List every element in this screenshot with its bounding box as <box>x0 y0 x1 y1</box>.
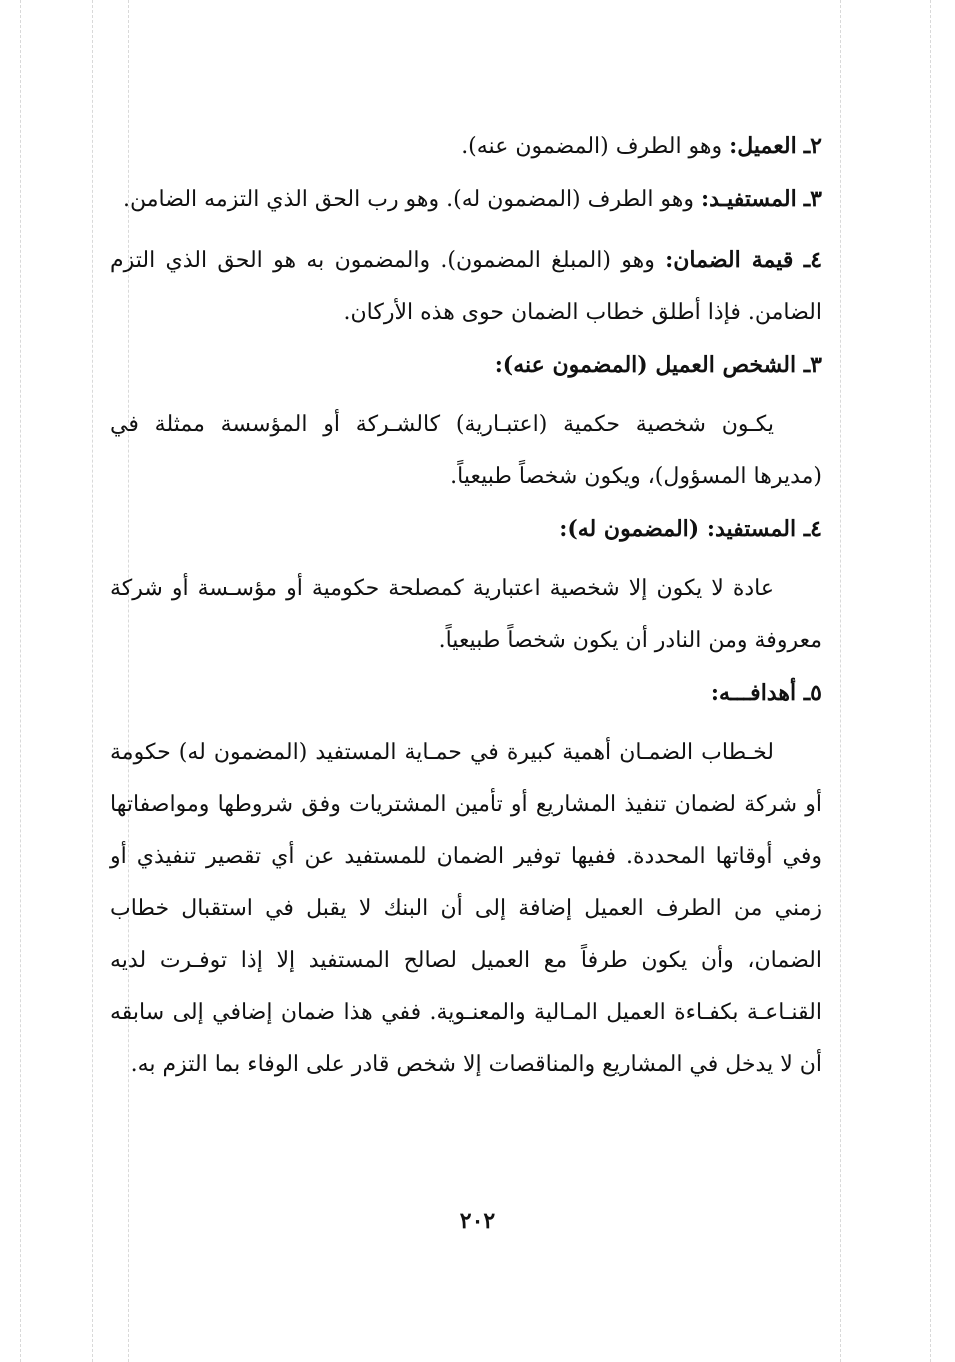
item-term: المستفيـد: <box>701 186 797 212</box>
item-term: العميل: <box>729 133 797 159</box>
scan-artifact-line <box>930 0 931 1362</box>
item-number: ٣ـ <box>803 186 822 212</box>
section-heading: ٥ـ أهدافـــه: <box>710 680 822 706</box>
item-term: قيمة الضمان: <box>665 247 794 273</box>
section-paragraph: يكـون شخصية حكمية (اعتبـارية) كالشـركة أو المؤسسة ممثلة في (مديرها المسؤول)، ويكون شخصاً طبيعياً. <box>110 412 822 489</box>
section-paragraph: عادة لا يكون إلا شخصية اعتبارية كمصلحة حكومية أو مؤسـسة أو شركة معروفة ومن النادر أن يكون شخصاً طبيعياً. <box>110 576 822 653</box>
item-text: وهو الطرف (المضمون عنه). <box>461 134 723 159</box>
section-heading: ٣ـ الشخص العميل (المضمون عنه): <box>494 352 822 378</box>
scan-artifact-line <box>92 0 93 1362</box>
list-item <box>110 173 822 226</box>
scan-artifact-line <box>840 0 841 1362</box>
section-paragraph: لخـطاب الضمـان أهمية كبيرة في حمـاية المستفيد (المضمون له) حكومة أو شركة لضمان تنفيذ المشاريع أو تأمين المشتريات وفق شروطها ومواصفاتها وفي أوقاتها المحددة. ففيها توفير الضمان للمستفيد عن أي تقصير تنفيذي أو زمني من الطرف العميل إضافة إلى أن البنك لا يقبل في استقبال خطاب الضمان، وأن يكون طرفاً مع العميل لصالح المستفيد إلا إذا توفـرت لديه القنـاعـة بكفـاءة العميل المـالية والمعنـوية. ففي هذا ضمان إضافي إلى سابقه أن لا يدخل في المشاريع والمناقصات إلا شخص قادر على الوفاء بما التزم به. <box>110 740 822 1077</box>
page-number: ٢٠٢ <box>459 1208 496 1234</box>
list-item <box>110 234 822 339</box>
list-item <box>110 120 822 173</box>
section-heading: ٤ـ المستفيد: (المضمون له): <box>559 516 822 542</box>
item-number: ٤ـ <box>803 247 823 273</box>
item-number: ٢ـ <box>803 133 822 159</box>
item-text: وهو (المبلغ المضمون). والمضمون به هو الحق الذي التزم الضامن. فإذا أطلق خطاب الضمان حوى هذه الأركان. <box>110 248 822 325</box>
item-text: وهو الطرف (المضمون له). وهو رب الحق الذي التزمه الضامن. <box>123 187 695 212</box>
page-body <box>110 120 822 1091</box>
scan-artifact-line <box>20 0 21 1362</box>
